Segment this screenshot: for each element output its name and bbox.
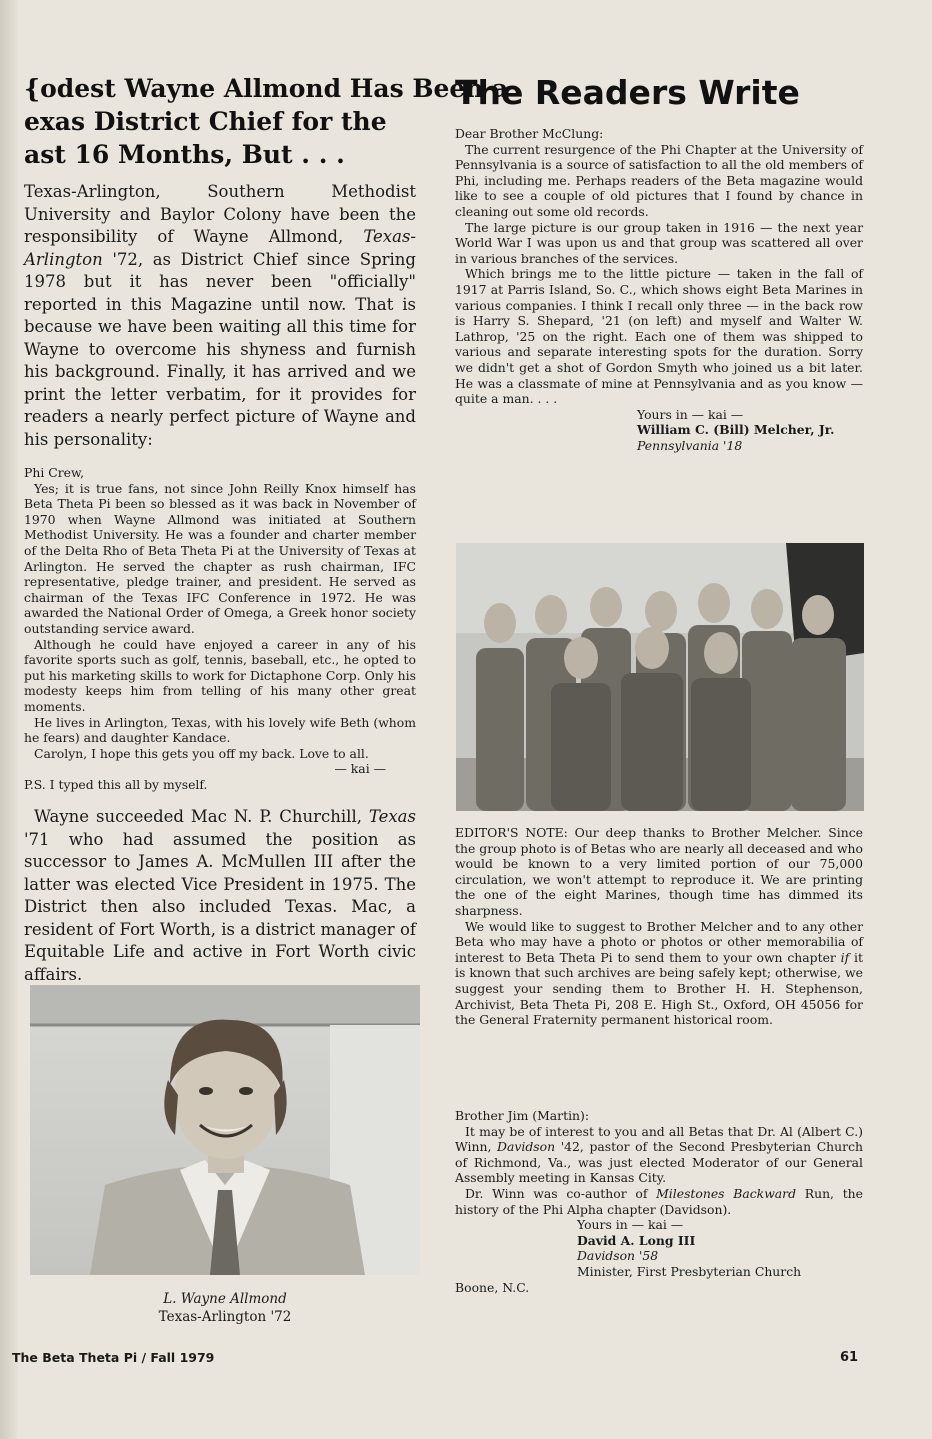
binding-gutter [0,0,18,1439]
portrait-photo-wayne-allmond [30,985,420,1275]
publication-footer: The Beta Theta Pi / Fall 1979 [12,1350,215,1365]
page-number: 61 [840,1350,859,1365]
editors-note-paragraph: We would like to suggest to Brother Melcher and to any other Beta who may have a photo or photos or other memorabilia of interest to Beta Theta Pi to send them to your own chapter if it is known that such archives are being safely kept; otherwise, we suggest your sending them to Brother H. H. Stephenson, Archivist, Beta Theta Pi, 208 E. High St., Oxford, OH 45056 for the General Fraternity permanent historical room. [455,918,863,1028]
editors-note-paragraph: EDITOR'S NOTE: Our deep thanks to Brother Melcher. Since the group photo is of Betas who are nearly all deceased and who would be known to a very limited portion of our 75,000 circulation, we won't attempt to reproduce it. We are printing the one of the eight Marines, though time has dimmed its sharpness. [455,825,863,918]
reader-letter-long [455,1108,863,1295]
letter-paragraph: Which brings me to the little picture — taken in the fall of 1917 at Parris Island, So. C., which shows eight Beta Marines in various companies. I think I recall only three — in the back row is Harry S. Shepard, '21 (on left) and myself and Walter W. Lathrop, '25 on the right. Each one of them was shipped to various and separate interesting spots for the duration. Sorry we didn't get a shot of Gordon Smyth who joined us a bit later. He was a classmate of mine at Pennsylvania and as you know — quite a man. . . . [455,266,863,407]
quoted-letter [24,465,416,792]
letter-paragraph: Carolyn, I hope this gets you off my back. Love to all. [34,745,369,761]
letter-paragraph: The current resurgence of the Phi Chapter at the University of Pennsylvania is a source of satisfaction to all the old members of Phi, including me. Perhaps readers of the Beta magazine would like to see a couple of old pictures that I found by chance in cleaning out some old records. [455,141,863,219]
letter-postscript: P.S. I typed this all by myself. [24,776,208,792]
letter-location: Boone, N.C. [455,1279,530,1295]
letter-salutation: Dear Brother McClung: [455,126,604,141]
article-intro: Texas-Arlington, Southern Methodist University and Baylor Colony have been the responsibility of Wayne Allmond, Texas-Arlington '72, as District Chief since Spring 1978 but it has never been "officially" reported in this Magazine until now. That is because we have been waiting all this time for Wayne to overcome his shyness and furnish his background. Finally, it has arrived and we print the letter verbatim, for it provides for readers a nearly perfect picture of Wayne and his personality: [24,182,416,449]
editors-note [455,825,863,1028]
letter-salutation: Phi Crew, [24,465,85,480]
letter-paragraph: Dr. Winn was co-author of Milestones Backward Run, the history of the Phi Alpha chapter (Davidson). [455,1185,863,1217]
letter-paragraph: Yes; it is true fans, not since John Reilly Knox himself has Beta Theta Pi been so blessed as it was back in November of 1970 when Wayne Allmond was initiated at Southern Methodist University. He was a founder and charter member of the Delta Rho of Beta Theta Pi at the University of Texas at Arlington. He served the chapter as rush chairman, IFC representative, pledge trainer, and president. He served as chairman of the Texas IFC Conference in 1972. He was awarded the National Order of Omega, a Greek honor society outstanding service award. [24,480,416,636]
left-column [24,72,509,1003]
letter-paragraph: Although he could have enjoyed a career in any of his favorite sports such as golf, tennis, baseball, etc., he opted to put his marketing skills to work for Dictaphone Corp. Only his modesty keeps him from telling of his many other great moments. [24,636,416,714]
letter-signature: Yours in — kai — David A. Long III Davidson '58 Minister, First Presbyterian Church [577,1217,802,1279]
portrait-caption: L. Wayne Allmond Texas-Arlington '72 [158,1291,292,1325]
section-headline: The Readers Write [455,73,800,112]
letter-signature: Yours in — kai — William C. (Bill) Melcher, Jr. Pennsylvania '18 [637,406,835,453]
article-closing-paragraph: Wayne succeeded Mac N. P. Churchill, Texas '71 who had assumed the position as successor to James A. McMullen III after the latter was elected Vice President in 1975. The District then also included Texas. Mac, a resident of Fort Worth, is a district manager of Equitable Life and active in Fort Worth civic affairs. [24,807,416,984]
letter-paragraph: It may be of interest to you and all Betas that Dr. Al (Albert C.) Winn, Davidson '42, pastor of the Second Presbyterian Church of Richmond, Va., was just elected Moderator of our General Assembly meeting in Kansas City. [455,1123,863,1186]
marines-group-photo [456,543,864,811]
letter-signoff: — kai — [334,761,386,777]
right-column [455,72,863,453]
reader-letter-melcher [455,126,863,453]
letter-paragraph: He lives in Arlington, Texas, with his lovely wife Beth (whom he fears) and daughter Kandace. [24,714,416,746]
letter-salutation: Brother Jim (Martin): [455,1108,590,1123]
article-headline: {odest Wayne Allmond Has Been a exas District Chief for the ast 16 Months, But . . . [24,74,509,169]
letter-paragraph: The large picture is our group taken in 1916 — the next year World War I was upon us and that group was scattered all over in various branches of the services. [455,219,863,266]
